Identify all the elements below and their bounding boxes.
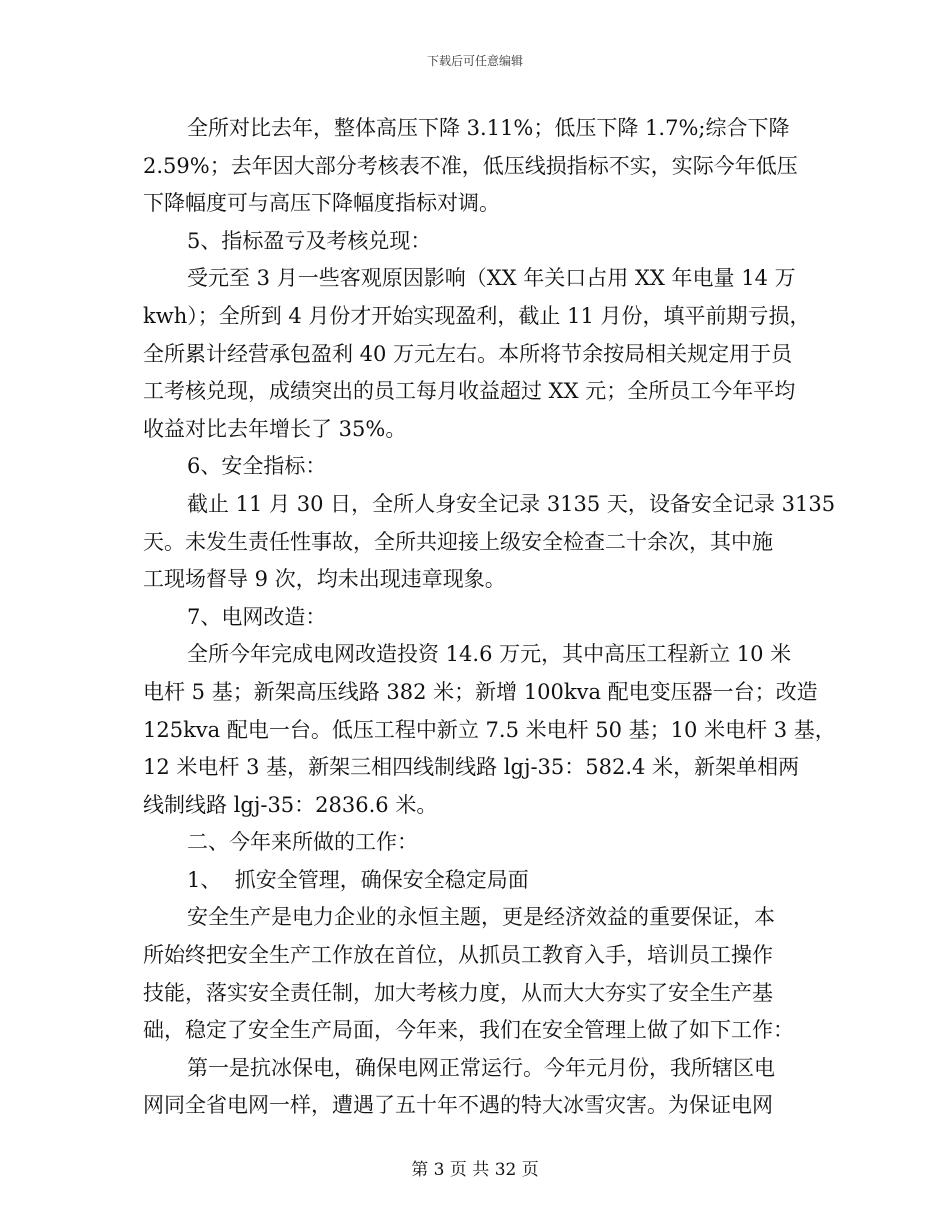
- text-line: 二、今年来所做的工作：: [187, 830, 418, 855]
- text-line: 所始终把安全生产工作放在首位，从抓员工教育入手，培训员工操作: [143, 943, 773, 968]
- page-footer: 第 3 页 共 32 页: [411, 1160, 539, 1180]
- text-line: 收益对比去年增长了 35%。: [143, 416, 407, 441]
- page-header: 下载后可任意编辑: [426, 54, 523, 68]
- text-line: kwh）；全所到 4 月份才开始实现盈利，截止 11 月份，填平前期亏损，: [143, 303, 811, 328]
- text-line: 第一是抗冰保电，确保电网正常运行。今年元月份，我所辖区电: [187, 1055, 775, 1080]
- document-body: [143, 110, 836, 1125]
- text-line: 6、安全指标：: [187, 454, 327, 479]
- text-line: 2.59%；去年因大部分考核表不准，低压线损指标不实，实际今年低压: [143, 153, 798, 178]
- text-line: 12 米电杆 3 基，新架三相四线制线路 lgj-35：582.4 米，新架单相两: [143, 755, 800, 780]
- text-line: 技能，落实安全责任制，加大考核力度，从而大大夯实了安全生产基: [143, 980, 773, 1005]
- text-line: 全所累计经营承包盈利 40 万元左右。本所将节余按局相关规定用于员: [143, 341, 793, 366]
- text-line: 全所对比去年，整体高压下降 3.11%；低压下降 1.7%;综合下降: [187, 116, 790, 140]
- text-line: 下降幅度可与高压下降幅度指标对调。: [143, 191, 500, 216]
- text-line: 工现场督导 9 次，均未出现违章现象。: [143, 567, 506, 592]
- text-line: 1、 抓安全管理，确保安全稳定局面: [187, 867, 529, 892]
- text-line: 线制线路 lgj-35：2836.6 米。: [143, 792, 438, 817]
- text-line: 7、电网改造：: [187, 604, 327, 629]
- text-line: 网同全省电网一样，遭遇了五十年不遇的特大冰雪灾害。为保证电网: [143, 1093, 773, 1118]
- text-line: 全所今年完成电网改造投资 14.6 万元，其中高压工程新立 10 米: [187, 642, 792, 667]
- text-line: 天。未发生责任性事故，全所共迎接上级安全检查二十余次，其中施: [143, 529, 773, 554]
- text-line: 工考核兑现，成绩突出的员工每月收益超过 XX 元；全所员工今年平均: [143, 379, 796, 404]
- text-line: 125kva 配电一台。低压工程中新立 7.5 米电杆 50 基；10 米电杆 3 基，: [143, 717, 836, 742]
- text-line: 安全生产是电力企业的永恒主题，更是经济效益的重要保证，本: [187, 905, 775, 930]
- text-line: 础，稳定了安全生产局面，今年来，我们在安全管理上做了如下工作：: [143, 1018, 794, 1043]
- text-line: 5、指标盈亏及考核兑现：: [187, 228, 432, 253]
- text-line: 截止 11 月 30 日，全所人身安全记录 3135 天，设备安全记录 3135: [187, 491, 836, 516]
- text-line: 受元至 3 月一些客观原因影响（XX 年关口占用 XX 年电量 14 万: [187, 266, 796, 291]
- text-line: 电杆 5 基；新架高压线路 382 米；新增 100kva 配电变压器一台；改造: [143, 679, 818, 704]
